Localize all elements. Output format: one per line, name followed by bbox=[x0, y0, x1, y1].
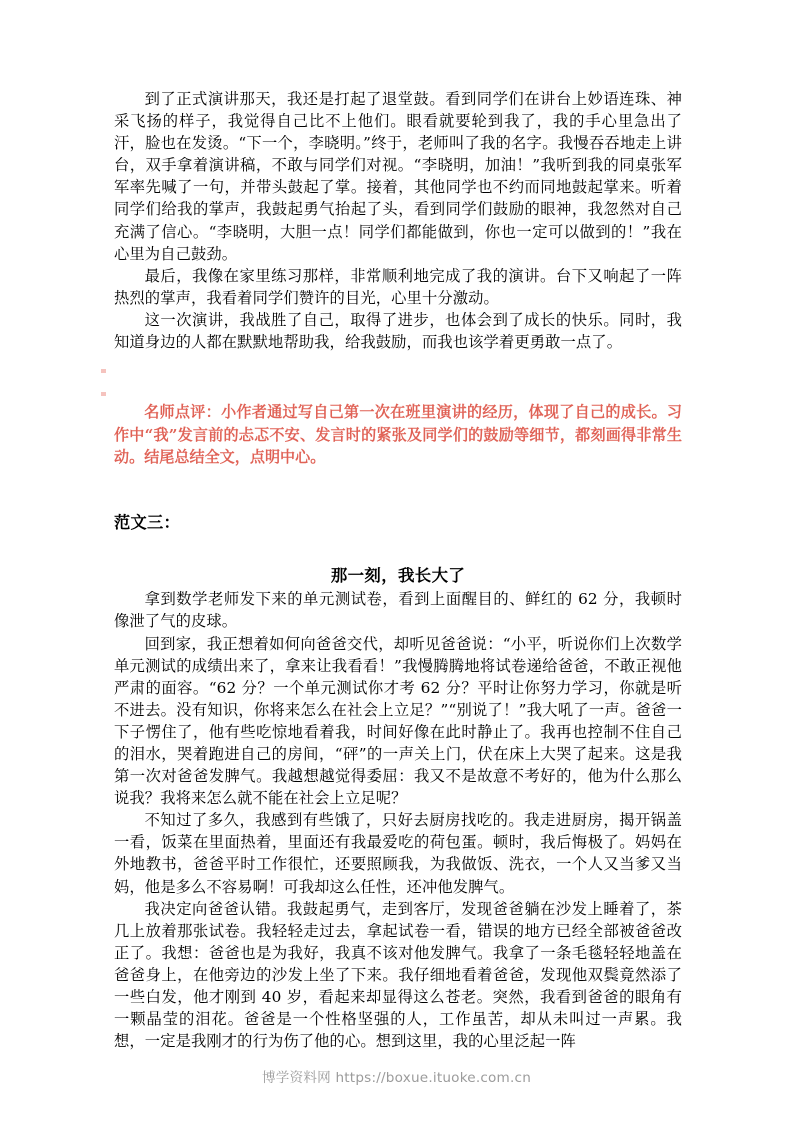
footer-watermark: 博学资料网 https://boxue.ituoke.com.cn bbox=[261, 1070, 532, 1086]
section-spacer bbox=[114, 468, 682, 512]
essay-three-section-heading: 范文三： bbox=[114, 513, 180, 533]
margin-mark-icon-lower bbox=[101, 392, 106, 396]
essay-two-paragraph-1: 到了正式演讲那天，我还是打起了退堂鼓。看到同学们在讲台上妙语连珠、神采飞扬的样子，我觉得自己比不上他们。眼看就要轮到我了，我的手心里急出了汗，脸也在发烫。“下一个，李晓明。”终于，老师叫了我的名字。我慢吞吞地走上讲台，双手拿着演讲稿，不敢与同学们对视。“李晓明，加油！”我听到我的同桌张军军率先喊了一句，并带头鼓起了掌。接着，其他同学也不约而同地鼓起掌来。听着同学们给我的掌声，我鼓起勇气抬起了头，看到同学们鼓励的眼神，我忽然对自己充满了信心。“李晓明，大胆一点！同学们都能做到，你也一定可以做到的！”我在心里为自己鼓劲。 bbox=[114, 90, 682, 263]
teacher-comment-text: 小作者通过写自己第一次在班里演讲的经历，体现了自己的成长。习作中“我”发言前的忐忑不安、发言时的紧张及同学们的鼓励等细节，都刻画得非常生动。结尾总结全文，点明中心。 bbox=[114, 403, 682, 466]
teacher-comment-paragraph bbox=[114, 401, 682, 468]
page-content bbox=[114, 88, 682, 1052]
margin-mark-icon-upper bbox=[101, 369, 106, 373]
essay-two-paragraph-2: 最后，我像在家里练习那样，非常顺利地完成了我的演讲。台下又响起了一阵热烈的掌声，我看着同学们赞许的目光，心里十分激动。 bbox=[114, 266, 682, 307]
essay-two-paragraph-3: 这一次演讲，我战胜了自己，取得了进步，也体会到了成长的快乐。同时，我知道身边的人都在默默地帮助我，给我鼓励，而我也该学着更勇敢一点了。 bbox=[114, 310, 682, 352]
essay-three-paragraph-2: 回到家，我正想着如何向爸爸交代，却听见爸爸说：“小平，听说你们上次数学单元测试的成绩出来了，拿来让我看看！”我慢腾腾地将试卷递给爸爸，不敢正视他严肃的面容。“62 分？一个单元测试你才考 62 分？平时让你努力学习，你就是听不进去。没有知识，你将来怎么在社会上立足？”“别说了！”我大吼了一声。爸爸一下子愣住了，他有些吃惊地看着我，时间好像在此时静止了。我再也控制不住自己的泪水，哭着跑进自己的房间，“砰”的一声关上门，伏在床上大哭了起来。这是我第一次对爸爸发脾气。我越想越觉得委屈：我又不是故意不考好的，他为什么那么说我？我将来怎么就不能在社会上立足呢？ bbox=[114, 634, 682, 808]
essay-three-paragraph-4: 我决定向爸爸认错。我鼓起勇气，走到客厅，发现爸爸躺在沙发上睡着了，茶几上放着那张试卷。我轻轻走过去，拿起试卷一看，错误的地方已经全部被爸爸改正了。我想：爸爸也是为我好，我真不该对他发脾气。我拿了一条毛毯轻轻地盖在爸爸身上，在他旁边的沙发上坐了下来。我仔细地看着爸爸，发现他双鬓竟然添了一些白发，他才刚到 40 岁，看起来却显得这么苍老。突然，我看到爸爸的眼角有一颗晶莹的泪花。爸爸是一个性格坚强的人，工作虽苦，却从未叫过一声累。我想，一定是我刚才的行为伤了他的心。想到这里，我的心里泛起一阵 bbox=[114, 899, 682, 1051]
essay-three-paragraph-1: 拿到数学老师发下来的单元测试卷，看到上面醒目的、鲜红的 62 分，我顿时像泄了气的皮球。 bbox=[114, 590, 682, 631]
teacher-comment-block bbox=[114, 401, 682, 468]
essay-three-title: 那一刻，我长大了 bbox=[330, 566, 466, 586]
heading-title-spacer bbox=[114, 534, 682, 564]
essay-three-paragraph-3: 不知过了多久，我感到有些饿了，只好去厨房找吃的。我走进厨房，揭开锅盖一看，饭菜在里面热着，里面还有我最爱吃的荷包蛋。顿时，我后悔极了。妈妈在外地教书，爸爸平时工作很忙，还要照顾我，为我做饭、洗衣，一个人又当爹又当妈，他是多么不容易啊！可我却这么任性，还冲他发脾气。 bbox=[114, 811, 682, 896]
teacher-comment-label: 名师点评： bbox=[144, 403, 222, 422]
